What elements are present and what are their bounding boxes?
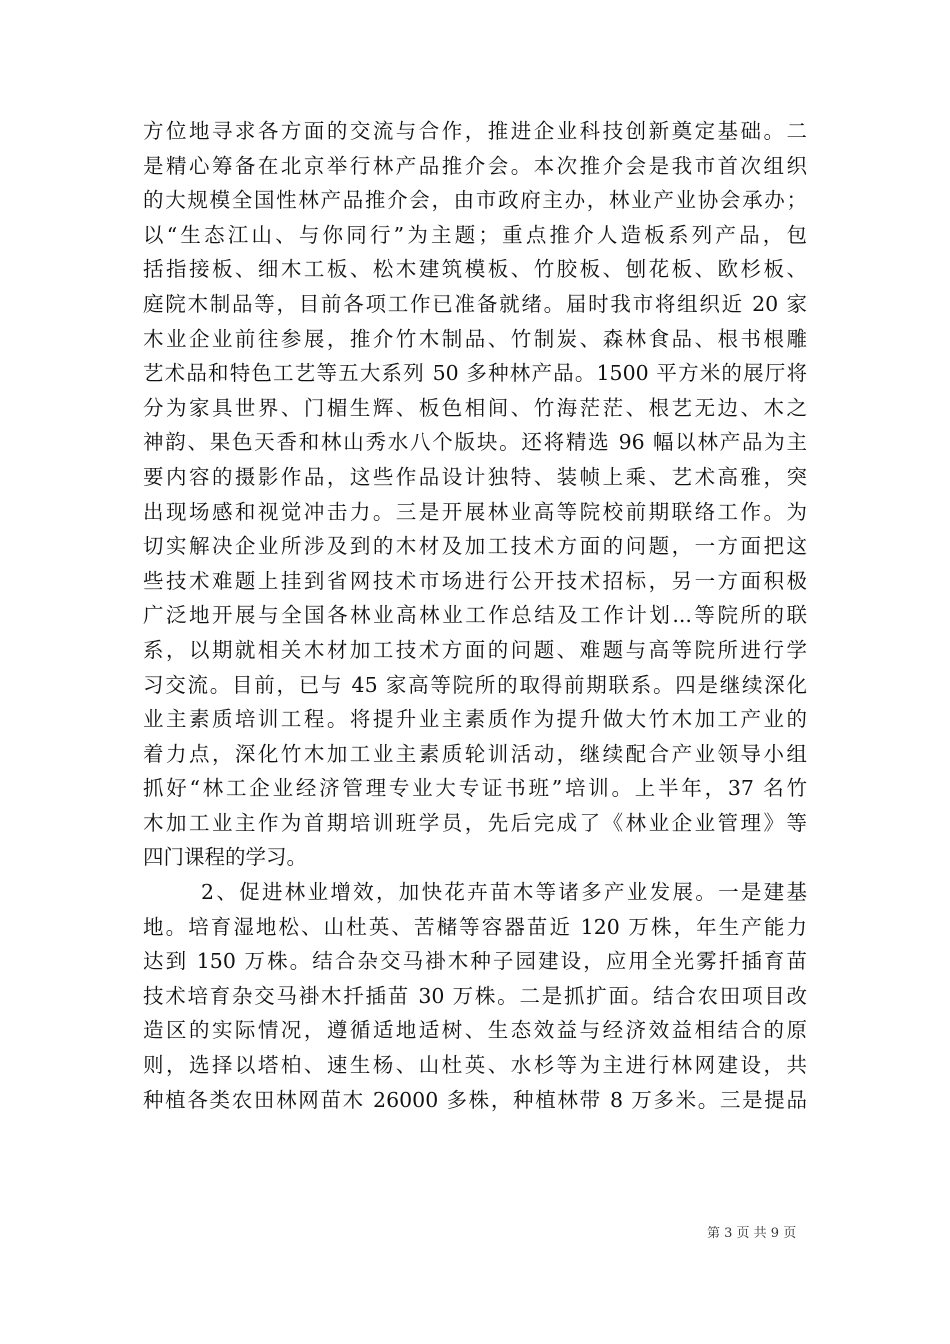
paragraph-1 [143,114,807,875]
text-line: 括指接板、细木工板、松木建筑模板、竹胶板、刨花板、欧杉板、 [143,257,807,282]
text-line: 分为家具世界、门楣生辉、板色相间、竹海茫茫、根艺无边、木之 [143,395,807,420]
paragraph-2 [143,875,807,1117]
text-line: 些技术难题上挂到省网技术市场进行公开技术招标，另一方面积极 [143,568,807,593]
text-line: 要内容的摄影作品，这些作品设计独特、装帧上乘、艺术高雅，突 [143,464,807,489]
text-line: 切实解决企业所涉及到的木材及加工技术方面的问题，一方面把这 [143,534,807,559]
text-line: 业主素质培训工程。将提升业主素质作为提升做大竹木加工产业的 [143,707,807,732]
text-line: 种植各类农田林网苗木 26000 多株，种植林带 8 万多米。三是提品 [143,1087,807,1112]
text-line: 木加工业主作为首期培训班学员，先后完成了《林业企业管理》等 [143,810,807,835]
text-line: 的大规模全国性林产品推介会，由市政府主办，林业产业协会承办； [143,188,807,213]
text-line: 艺术品和特色工艺等五大系列 50 多种林产品。1500 平方米的展厅将 [143,361,807,386]
text-line: 抓好“林工企业经济管理专业大专证书班”培训。上半年，37 名竹 [143,776,807,801]
text-line: 着力点，深化竹木加工业主素质轮训活动，继续配合产业领导小组 [143,741,807,766]
text-line: 2、促进林业增效，加快花卉苗木等诸多产业发展。一是建基 [201,880,807,905]
text-line: 达到 150 万株。结合杂交马褂木种子园建设，应用全光雾扦插育苗 [143,949,807,974]
text-line: 木业企业前往参展，推介竹木制品、竹制炭、森林食品、根书根雕 [143,326,807,351]
text-line: 出现场感和视觉冲击力。三是开展林业高等院校前期联络工作。为 [143,499,807,524]
text-line: 四门课程的学习。 [143,845,307,870]
text-line: 是精心筹备在北京举行林产品推介会。本次推介会是我市首次组织 [143,153,807,178]
page-number: 第 3 页 共 9 页 [707,1226,797,1241]
text-line: 方位地寻求各方面的交流与合作，推进企业科技创新奠定基础。二 [143,119,807,143]
document-body [143,114,807,1117]
text-line: 系，以期就相关木材加工技术方面的问题、难题与高等院所进行学 [143,637,807,662]
text-line: 地。培育湿地松、山杜英、苦槠等容器苗近 120 万株，年生产能力 [143,914,807,939]
text-line: 则，选择以塔柏、速生杨、山杜英、水杉等为主进行林网建设，共 [143,1053,807,1078]
text-line: 造区的实际情况，遵循适地适树、生态效益与经济效益相结合的原 [143,1018,807,1043]
text-line: 习交流。目前，已与 45 家高等院所的取得前期联系。四是继续深化 [143,672,807,697]
text-line: 庭院木制品等，目前各项工作已准备就绪。届时我市将组织近 20 家 [143,291,807,316]
text-line: 神韵、果色天香和林山秀水八个版块。还将精选 96 幅以林产品为主 [143,430,807,455]
text-line: 技术培育杂交马褂木扦插苗 30 万株。二是抓扩面。结合农田项目改 [143,983,807,1008]
text-line: 以“生态江山、与你同行”为主题；重点推介人造板系列产品，包 [143,222,807,247]
text-line: 广泛地开展与全国各林业高林业工作总结及工作计划...等院所的联 [143,603,807,628]
